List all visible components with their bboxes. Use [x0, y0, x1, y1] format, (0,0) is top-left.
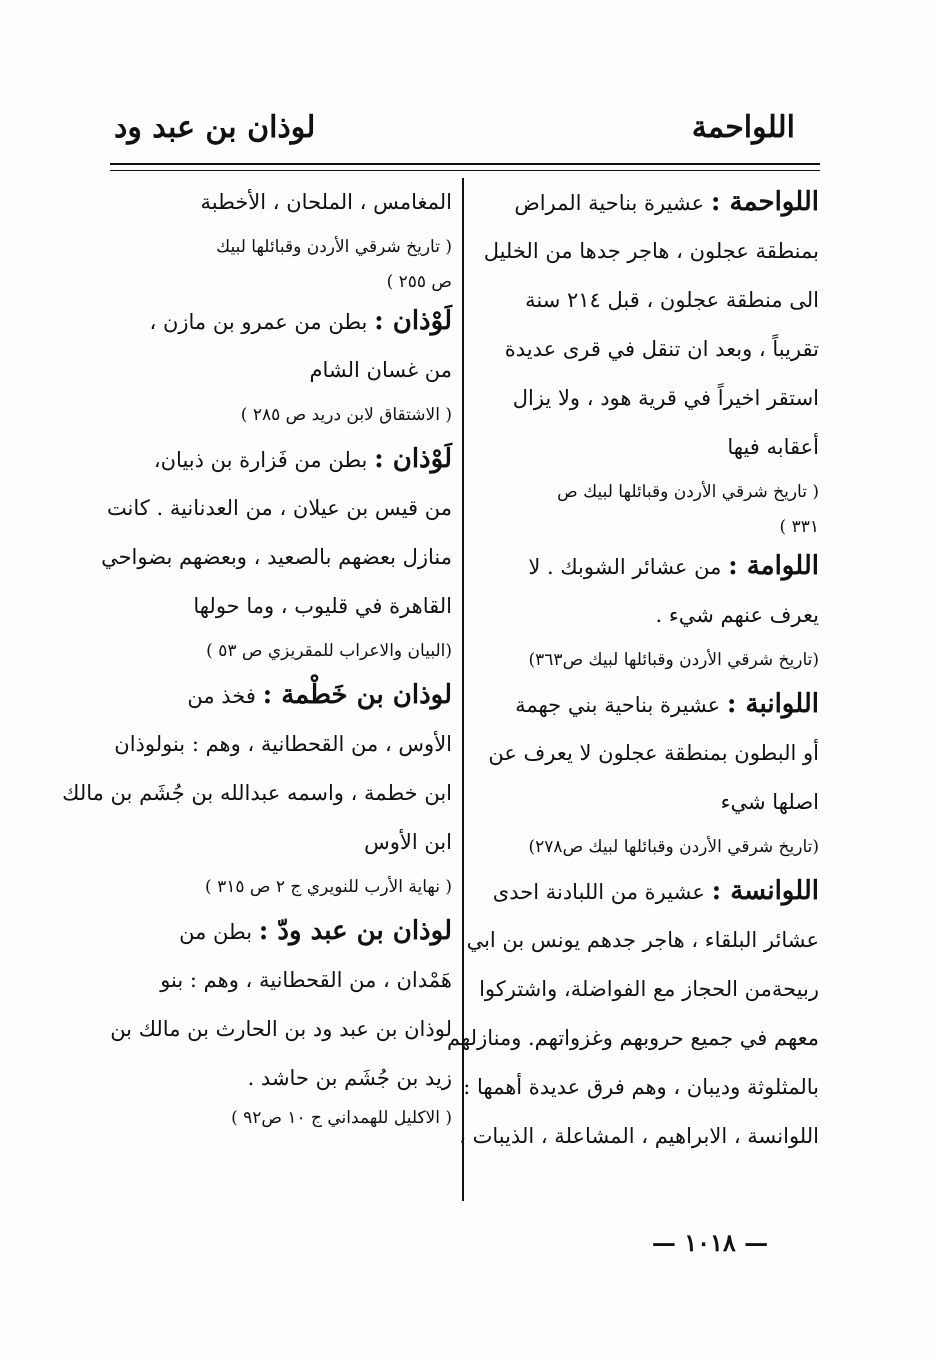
running-header [110, 110, 820, 154]
entry-citation: ( نهاية الأرب للنويري ج ٢ ص ٣١٥ ) [205, 877, 452, 897]
entry-text: بطن من عمرو بن مازن ، [149, 310, 368, 334]
page-number: — ١٠١٨ — [651, 1228, 769, 1257]
entry-line: بمنطقة عجلون ، هاجر جدها من الخليل [483, 239, 819, 263]
entry-lawahima [474, 178, 819, 542]
entry-line: اللوانسة ، الابراهيم ، المشاعلة ، الذيبات ، [459, 1124, 819, 1148]
entry-line: المغامس ، الملحان ، الأخطبة [200, 190, 452, 214]
entry-citation: ( تاريخ شرقي الأردن وقبائلها لبيك ص [557, 482, 819, 502]
entry-term: اللواحمة : [710, 187, 819, 217]
entry-line: من قيس بن عيلان ، من العدنانية . كانت [106, 496, 452, 520]
entry-line: القاهرة في قليوب ، وما حولها [193, 594, 452, 618]
entry-line: منازل بعضهم بالصعيد ، وبعضهم بضواحي [101, 545, 452, 569]
entry-line: من غسان الشام [309, 358, 452, 382]
entry-lawdhan-khatma [62, 671, 452, 907]
entry-term: اللوانبة : [726, 689, 819, 719]
entry-lawdhan-abdwadd [110, 907, 452, 1133]
entry-term: لوذان بن خَطْمة : [262, 680, 452, 710]
entry-line: الأوس ، من القحطانية ، وهم : بنولوذان [114, 732, 452, 756]
entry-citation: (تاريخ شرقي الأردن وقبائلها لبيك ص٣٦٣) [528, 650, 819, 670]
entry-first-line [110, 671, 452, 720]
entry-line: يعرف عنهم شيء . [655, 603, 819, 627]
entry-citation: ( الاكليل للهمداني ج ١٠ ص٩٢ ) [231, 1108, 452, 1128]
header-left-title: لوذان بن عبد ود [114, 110, 316, 145]
entry-continuation [110, 178, 452, 297]
header-right-title: اللواحمة [691, 110, 795, 145]
entry-text: بطن من [179, 920, 253, 944]
entry-line: اصلها شيء [720, 790, 819, 814]
entry-text: عشيرة بناحية بني جهمة [515, 693, 721, 717]
entry-line: ربيحةمن الحجاز مع الفواضلة، واشتركوا [479, 977, 819, 1001]
entry-first-line [474, 178, 819, 227]
entry-line: أعقابه فيها [727, 435, 819, 459]
entry-first-line [110, 435, 452, 484]
entry-citation: (البيان والاعراب للمقريزي ص ٥٣ ) [206, 641, 452, 661]
entry-first-line [474, 542, 819, 591]
entry-line: ابن خطمة ، واسمه عبدالله بن جُشَم بن مالك [62, 781, 452, 805]
entry-line: هَمْدان ، من القحطانية ، وهم : بنو [160, 968, 452, 992]
entry-lawdhan-amr [110, 297, 452, 435]
entry-line: معهم في جميع حروبهم وغزواتهم. ومنازلهم [447, 1026, 819, 1050]
entry-lawdhan-fazara [101, 435, 452, 671]
entry-lawanisa [447, 867, 819, 1161]
entry-text: عشيرة بناحية المراض [514, 191, 705, 215]
entry-first-line [474, 680, 819, 729]
entry-citation: (تاريخ شرقي الأردن وقبائلها لبيك ص٢٧٨) [528, 837, 819, 857]
entry-text: بطن من فَزارة بن ذبيان، [153, 448, 368, 472]
entry-line: استقر اخيراً في قرية هود ، ولا يزال [512, 386, 819, 410]
right-column [447, 178, 819, 1161]
entry-term: اللوانسة : [711, 876, 819, 906]
entry-line: الى منطقة عجلون ، قبل ٢١٤ سنة [525, 288, 819, 312]
entry-line: لوذان بن عبد ود بن الحارث بن مالك بن [110, 1017, 452, 1041]
entry-line: زيد بن جُشَم بن حاشد . [247, 1066, 452, 1090]
left-column [62, 178, 452, 1133]
entry-citation: ٣٣١ ) [779, 517, 819, 537]
entry-first-line [474, 867, 819, 916]
entry-text: عشيرة من اللبادنة احدى [492, 880, 705, 904]
entry-citation: ص ٢٥٥ ) [386, 272, 452, 292]
entry-line: عشائر البلقاء ، هاجر جدهم يونس بن ابي [466, 928, 819, 952]
entry-term: لَوْذان : [374, 444, 452, 474]
entry-first-line [110, 907, 452, 956]
entry-citation: ( تاريخ شرقي الأردن وقبائلها لبيك [216, 237, 452, 257]
entry-line: تقريباً ، وبعد ان تنقل في قرى عديدة [504, 337, 819, 361]
entry-term: لوذان بن عبد ودّ : [258, 916, 452, 946]
entry-first-line [110, 297, 452, 346]
entry-line: أو البطون بمنطقة عجلون لا يعرف عن [488, 741, 819, 765]
entry-line: بالمثلوثة وديبان ، وهم فرق عديدة أهمها : [463, 1075, 819, 1099]
header-rule-thin [110, 170, 820, 171]
entry-lawwama [474, 542, 819, 680]
entry-lawaniba [474, 680, 819, 867]
entry-term: لَوْذان : [374, 306, 452, 336]
header-rule-thick [110, 163, 820, 165]
entry-citation: ( الاشتقاق لابن دريد ص ٢٨٥ ) [240, 405, 452, 425]
entry-text: فخذ من [187, 684, 256, 708]
entry-text: من عشائر الشوبك . لا [528, 555, 722, 579]
entry-line: ابن الأوس [364, 830, 452, 854]
entry-term: اللوامة : [728, 551, 819, 581]
